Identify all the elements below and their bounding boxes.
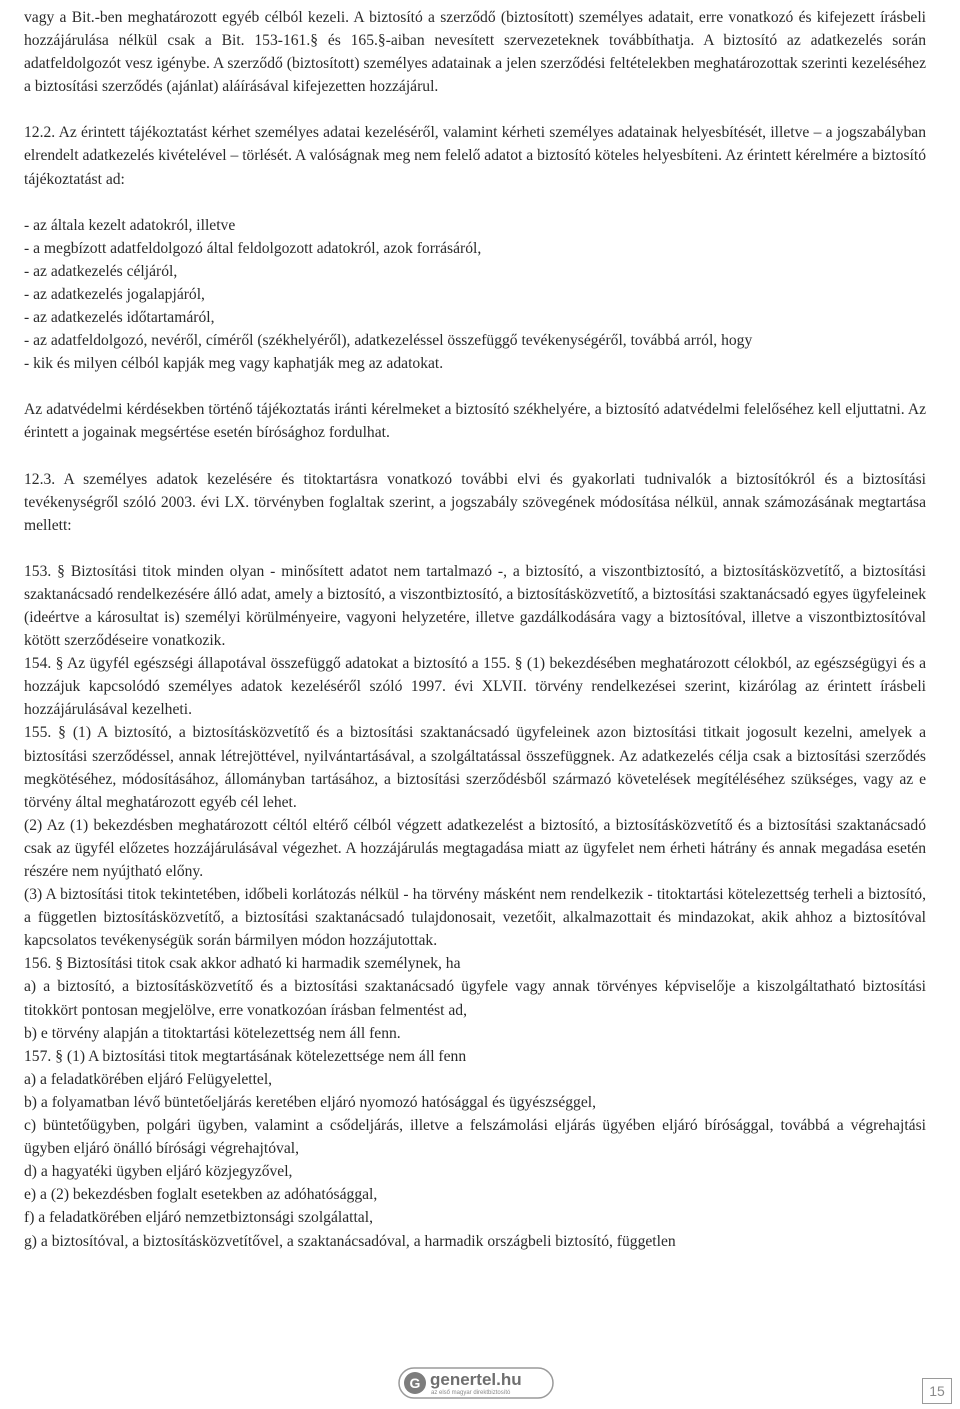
logo-tagline: az első magyar direktbiztosító [431,1390,511,1396]
paragraph-156-a: a) a biztosító, a biztosításközvetítő és a biztosítási szaktanácsadó ügyfele vagy annak törvényes képviselője a kiszolgáltatható biztosítási titokkört pontosan megjelölve, erre vonatkozóan írásban felmentést ad, [24,978,926,1019]
list-item: - az adatkezelés időtartamáról, [24,309,215,327]
list-item: - az adatkezelés jogalapjáról, [24,285,205,303]
svg-text:G: G [409,1375,421,1391]
paragraph-153: 153. § Biztosítási titok minden olyan - minősített adatot nem tartalmazó -, a biztosító, a viszontbiztosító, a biztosításközvetítő, a biztosítási szaktanácsadó rendelkezésére álló adat, amely a biztosító, a viszontbiztosító, a biztosításközvetítő, a biztosítási szaktanácsadó egyes ügyfeleinek (ideértve a károsultat is) személyi körülményeire, vagyoni helyzetére, illetve gazdálkodására vagy a biztosítóval, illetve a viszontbiztosítóval kötött szerződéseire vonatkozik. [24,562,926,650]
list-item: - kik és milyen célból kapják meg vagy kaphatják meg az adatokat. [24,355,444,373]
paragraph-155-3: (3) A biztosítási titok tekintetében, időbeli korlátozás nélkül - ha törvény másként nem rendelkezik - titoktartási kötelezettség terheli a biztosító, a független biztosításközvetítő, a biztosítási szaktanácsadó tulajdonosait, vezetőit, alkalmazottait és mindazokat, akik ahhoz a biztosítóval kapcsolatos tevékenységük során bármilyen módon hozzájutottak. [24,886,926,950]
paragraph-157-b: b) a folyamatban lévő büntetőeljárás keretében eljáró nyomozó hatósággal és ügyészséggel, [24,1093,596,1111]
logo-text: genertel.hu [430,1370,522,1389]
paragraph-adatvedelmi: Az adatvédelmi kérdésekben történő tájékoztatás iránti kérelmeket a biztosító székhelyére, a biztosító adatvédelmi felelőséhez kell eljuttatni. Az érintett a jogainak megsértése esetén bírósághoz fordulhat. [24,401,926,442]
paragraph-155-1: 155. § (1) A biztosító, a biztosításközvetítő és a biztosítási szaktanácsadó ügyfeleinek azon biztosítási titkait jogosult kezelni, amelyek a biztosítási szerződéssel, annak létrejöttével, nyilvántartásával, a szolgáltatással összefüggnek. Az adatkezelés célja csak a biztosítási szerződés megkötéséhez, módosításához, állományban tartásához, a biztosítási szerződésből származó követelések megítéléséhez szükséges, vagy az e törvény által meghatározott egyéb cél lehet. [24,724,926,811]
paragraph-156: 156. § Biztosítási titok csak akkor adható ki harmadik személynek, ha [24,955,461,973]
paragraph-intro: vagy a Bit.-ben meghatározott egyéb célból kezeli. A biztosító a szerződő (biztosított) személyes adatait, erre vonatkozó és kifejezett írásbeli hozzájárulása nélkül csak a Bit. 153-161.§ és 165.§-aiban nevesített szervezeteknek továbbíthatja. A biztosító az adatkezelés során adatfeldolgozót vesz igénybe. A szerződő (biztosított) személyes adatainak a jelen szerződési feltételekben meghatározottak szerinti kezeléséhez a biztosítási szerződés (ajánlat) aláírásával kifejezetten hozzájárul. [24,9,926,96]
paragraph-157-e: e) a (2) bekezdésben foglalt esetekben az adóhatósággal, [24,1186,378,1204]
paragraph-154: 154. § Az ügyfél egészségi állapotával összefüggő adatokat a biztosító a 155. § (1) bekezdésében meghatározott célokból, az egészségügyi és a hozzájuk kapcsolódó személyes adatok kezeléséről szóló 1997. évi XLVII. törvény rendelkezései szerint, kizárólag az érintett írásbeli hozzájárulásával kezelheti. [24,655,926,719]
list-item: - az adatfeldolgozó, nevéről, címéről (székhelyéről), adatkezeléssel összefüggő tevékenységéről, továbbá arról, hogy [24,332,753,350]
list-item: - az általa kezelt adatokról, illetve [24,216,236,234]
paragraph-157: 157. § (1) A biztosítási titok megtartásának kötelezettsége nem áll fenn [24,1047,467,1065]
paragraph-12-3: 12.3. A személyes adatok kezelésére és titoktartásra vonatkozó további elvi és gyakorlati tudnivalók a biztosítókról és a biztosítási tevékenységről szóló 2003. évi LX. törvényben foglaltak szerint, a jogszabály szövegének módosítása nélkül, annak számozásának megtartása mellett: [24,470,926,534]
list-item: - az adatkezelés céljáról, [24,262,178,280]
page-number: 15 [922,1378,952,1404]
paragraph-157-f: f) a feladatkörében eljáró nemzetbiztonsági szolgálattal, [24,1209,373,1227]
generali-logo [398,1365,554,1401]
document-body [24,6,926,1253]
paragraph-156-b: b) e törvény alapján a titoktartási kötelezettség nem áll fenn. [24,1024,401,1042]
paragraph-12-2: 12.2. Az érintett tájékoztatást kérhet személyes adatai kezeléséről, valamint kérheti személyes adatainak helyesbítését, illetve – a jogszabályban elrendelt adatkezelés kivételével – törlését. A valóságnak meg nem felelő adatot a biztosító köteles helyesbíteni. Az érintett kérelmére a biztosító tájékoztatást ad: [24,124,926,188]
list-item: - a megbízott adatfeldolgozó által feldolgozott adatokról, azok forrásáról, [24,239,482,257]
paragraph-157-a: a) a feladatkörében eljáró Felügyelettel, [24,1070,273,1088]
paragraph-157-g: g) a biztosítóval, a biztosításközvetítővel, a szaktanácsadóval, a harmadik országbeli biztosító, független [24,1232,676,1250]
paragraph-157-d: d) a hagyatéki ügyben eljáró közjegyzővel, [24,1163,293,1181]
request-list [24,214,926,376]
paragraph-157-c: c) büntetőügyben, polgári ügyben, valamint a csődeljárás, illetve a felszámolási eljárás ügyében eljáró bírósággal, továbbá a végrehajtási ügyben eljáró önálló bírósági végrehajtóval, [24,1117,926,1158]
paragraph-155-2: (2) Az (1) bekezdésben meghatározott céltól eltérő célból végzett adatkezelést a biztosító, a biztosításközvetítő és a biztosítási szaktanácsadó csak az ügyfél előzetes hozzájárulásával végezhet. A hozzájárulás megtagadása miatt az ügyfelet nem érheti hátrány és annak megadása esetén részére nem nyújtható előny. [24,816,926,880]
